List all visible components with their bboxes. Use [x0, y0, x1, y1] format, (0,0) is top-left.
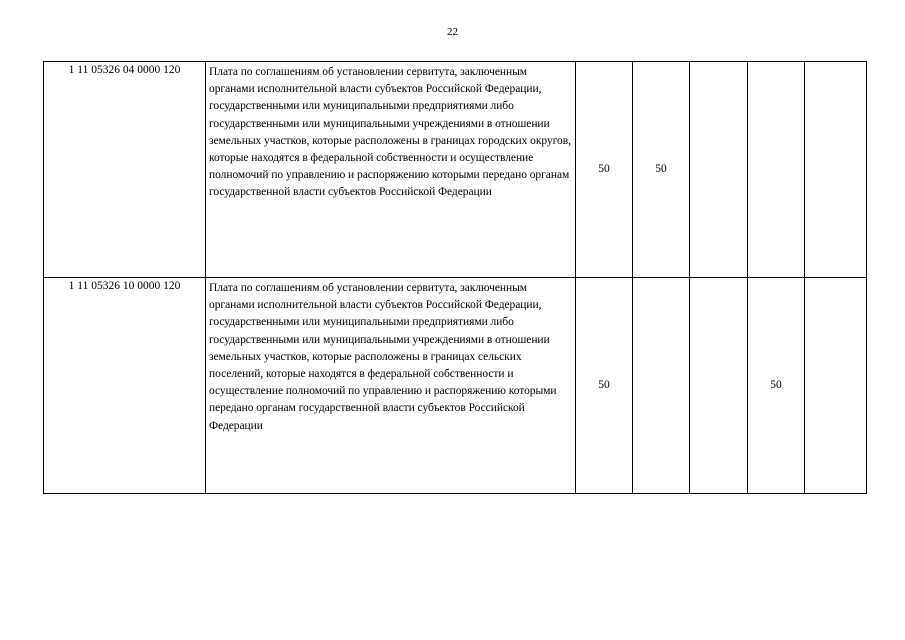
- value-cell: 50: [576, 278, 633, 494]
- value-cell: [690, 278, 748, 494]
- table-row: [44, 62, 867, 278]
- value-cell: 50: [633, 62, 690, 278]
- revenue-description-cell: Плата по соглашениям об установлении сервитута, заключенным органами исполнительной власти субъектов Российской Федерации, государственными или муниципальными предприятиями либо государственными или муниципальными учреждениями в отношении земельных участков, которые расположены в границах сельских поселений, которые находятся в федеральной собственности и осуществление полномочий по управлению и распоряжению которыми передано органам государственной власти субъектов Российской Федерации: [206, 278, 576, 494]
- value-cell: [805, 62, 867, 278]
- revenue-code-cell: 1 11 05326 04 0000 120: [44, 62, 206, 278]
- value-cell: [748, 62, 805, 278]
- value-cell: 50: [576, 62, 633, 278]
- value-cell: [633, 278, 690, 494]
- budget-classification-table: [43, 61, 867, 494]
- value-cell: 50: [748, 278, 805, 494]
- revenue-code-cell: 1 11 05326 10 0000 120: [44, 278, 206, 494]
- page-number: 22: [447, 26, 458, 38]
- value-cell: [805, 278, 867, 494]
- revenue-description-cell: Плата по соглашениям об установлении сервитута, заключенным органами исполнительной власти субъектов Российской Федерации, государственными или муниципальными предприятиями либо государственными или муниципальными учреждениями в отношении земельных участков, которые расположены в границах городских округов, которые находятся в федеральной собственности и осуществление полномочий по управлению и распоряжению которыми передано органам государственной власти субъектов Российской Федерации: [206, 62, 576, 278]
- value-cell: [690, 62, 748, 278]
- table-row: [44, 278, 867, 494]
